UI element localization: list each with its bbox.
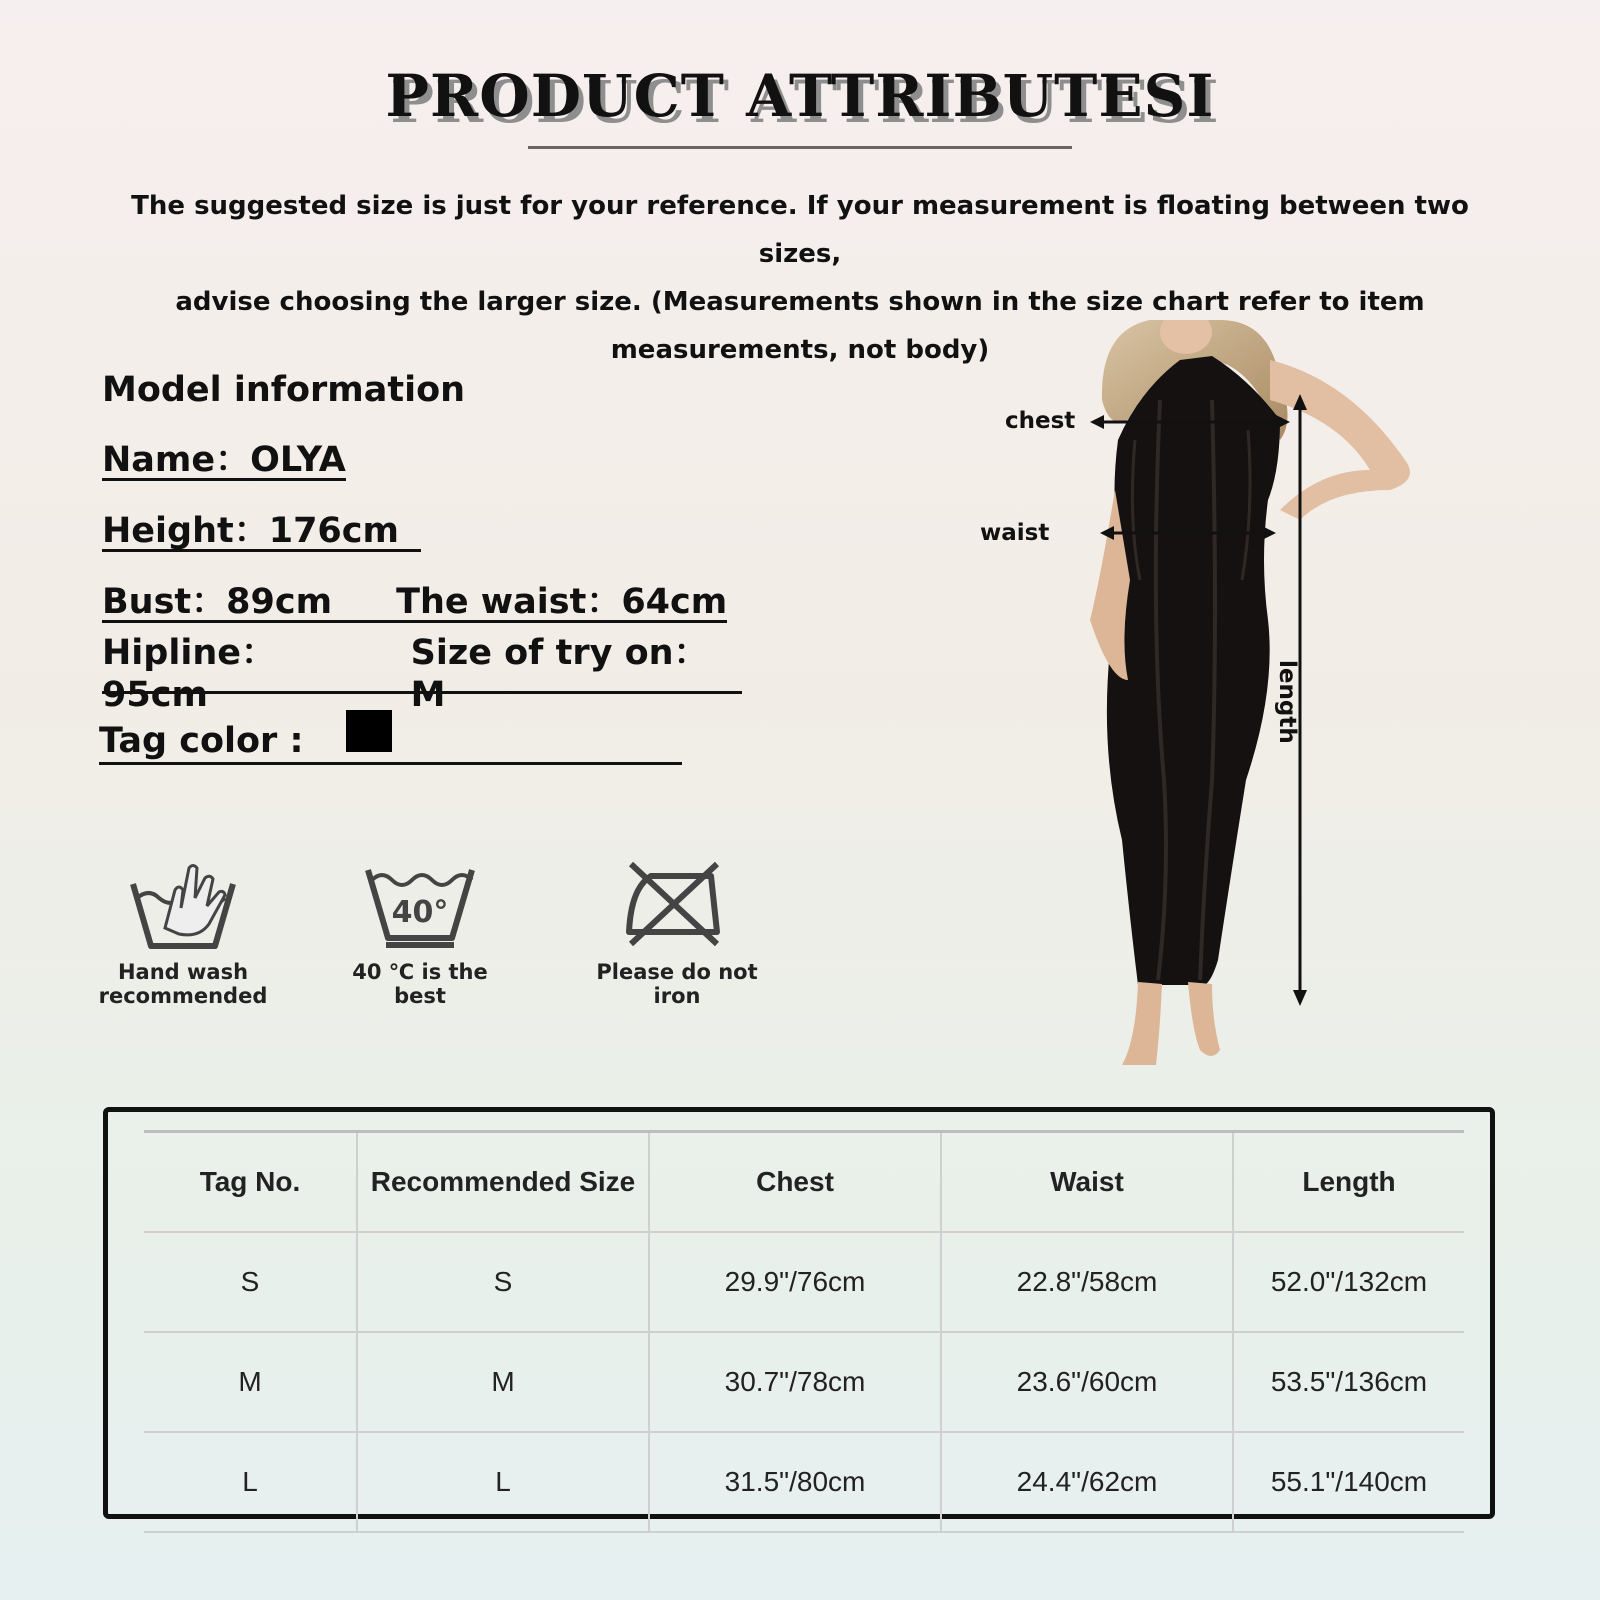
model-hipline: Hipline：95cm <box>102 633 276 715</box>
no-iron-icon <box>621 858 733 950</box>
cell-tag: L <box>144 1432 357 1532</box>
header-recommended-size: Recommended Size <box>357 1132 649 1233</box>
model-name: Name：OLYA <box>102 440 346 480</box>
header-tag-no: Tag No. <box>144 1132 357 1233</box>
waist-measure-arrow <box>1100 523 1276 543</box>
chest-measure-arrow <box>1090 412 1290 432</box>
cell-tag: S <box>144 1232 357 1332</box>
size-notice-line-3: measurements, not body) <box>610 335 990 365</box>
care-temperature <box>330 858 510 1008</box>
header-chest: Chest <box>649 1132 941 1233</box>
header-waist: Waist <box>941 1132 1233 1233</box>
length-label: length <box>1274 660 1300 744</box>
model-tag-color-line <box>99 720 682 765</box>
model-bust-waist-line <box>102 578 727 623</box>
cell-waist: 23.6"/60cm <box>941 1332 1233 1432</box>
size-notice-line-2: advise choosing the larger size. (Measurements shown in the size chart refer to item <box>175 287 1425 317</box>
wash-40-degree-icon <box>364 858 476 950</box>
table-row <box>144 1232 1464 1332</box>
tag-color-label: Tag color : <box>99 721 304 761</box>
cell-chest: 29.9"/76cm <box>649 1232 941 1332</box>
model-figure <box>950 320 1450 1090</box>
model-height: Height：176cm <box>102 511 400 551</box>
model-try-on-size: Size of try on：M <box>410 633 709 715</box>
header-length: Length <box>1233 1132 1464 1233</box>
cell-chest: 30.7"/78cm <box>649 1332 941 1432</box>
cell-length: 55.1"/140cm <box>1233 1432 1464 1532</box>
size-notice-line-1: The suggested size is just for your reference. If your measurement is floating between two sizes, <box>131 191 1469 269</box>
model-heading: Model information <box>102 370 466 410</box>
cell-tag: M <box>144 1332 357 1432</box>
care-no-iron <box>570 858 784 1008</box>
no-iron-label: Please do not iron <box>596 960 758 1008</box>
cell-recommended: S <box>357 1232 649 1332</box>
cell-recommended: M <box>357 1332 649 1432</box>
wash-temperature-mark: 40° <box>391 895 449 930</box>
cell-length: 53.5"/136cm <box>1233 1332 1464 1432</box>
hand-wash-icon <box>127 858 239 950</box>
title-underline <box>528 146 1072 149</box>
model-name-line <box>102 436 346 481</box>
tag-color-swatch <box>346 710 392 752</box>
model-bust: Bust：89cm <box>102 582 333 622</box>
table-header-row <box>144 1132 1464 1233</box>
cell-chest: 31.5"/80cm <box>649 1432 941 1532</box>
temperature-label: 40 ℃ is the best <box>352 960 488 1008</box>
model-photo <box>950 320 1450 1090</box>
hand-wash-label-1: Hand wash <box>117 960 249 984</box>
page-title: PRODUCT ATTRIBUTESI <box>385 62 1215 130</box>
chest-label: chest <box>1005 408 1076 434</box>
waist-label: waist <box>980 520 1050 546</box>
cell-recommended: L <box>357 1432 649 1532</box>
cell-waist: 22.8"/58cm <box>941 1232 1233 1332</box>
size-table <box>144 1130 1464 1533</box>
table-row <box>144 1432 1464 1532</box>
model-waist: The waist：64cm <box>396 582 728 622</box>
table-row <box>144 1332 1464 1432</box>
care-hand-wash <box>98 858 268 1008</box>
model-hip-size-line <box>102 633 742 715</box>
model-height-line <box>102 507 421 552</box>
size-chart <box>103 1107 1495 1519</box>
hand-wash-label-2: recommended <box>98 984 268 1008</box>
model-information <box>99 370 742 791</box>
cell-waist: 24.4"/62cm <box>941 1432 1233 1532</box>
cell-length: 52.0"/132cm <box>1233 1232 1464 1332</box>
